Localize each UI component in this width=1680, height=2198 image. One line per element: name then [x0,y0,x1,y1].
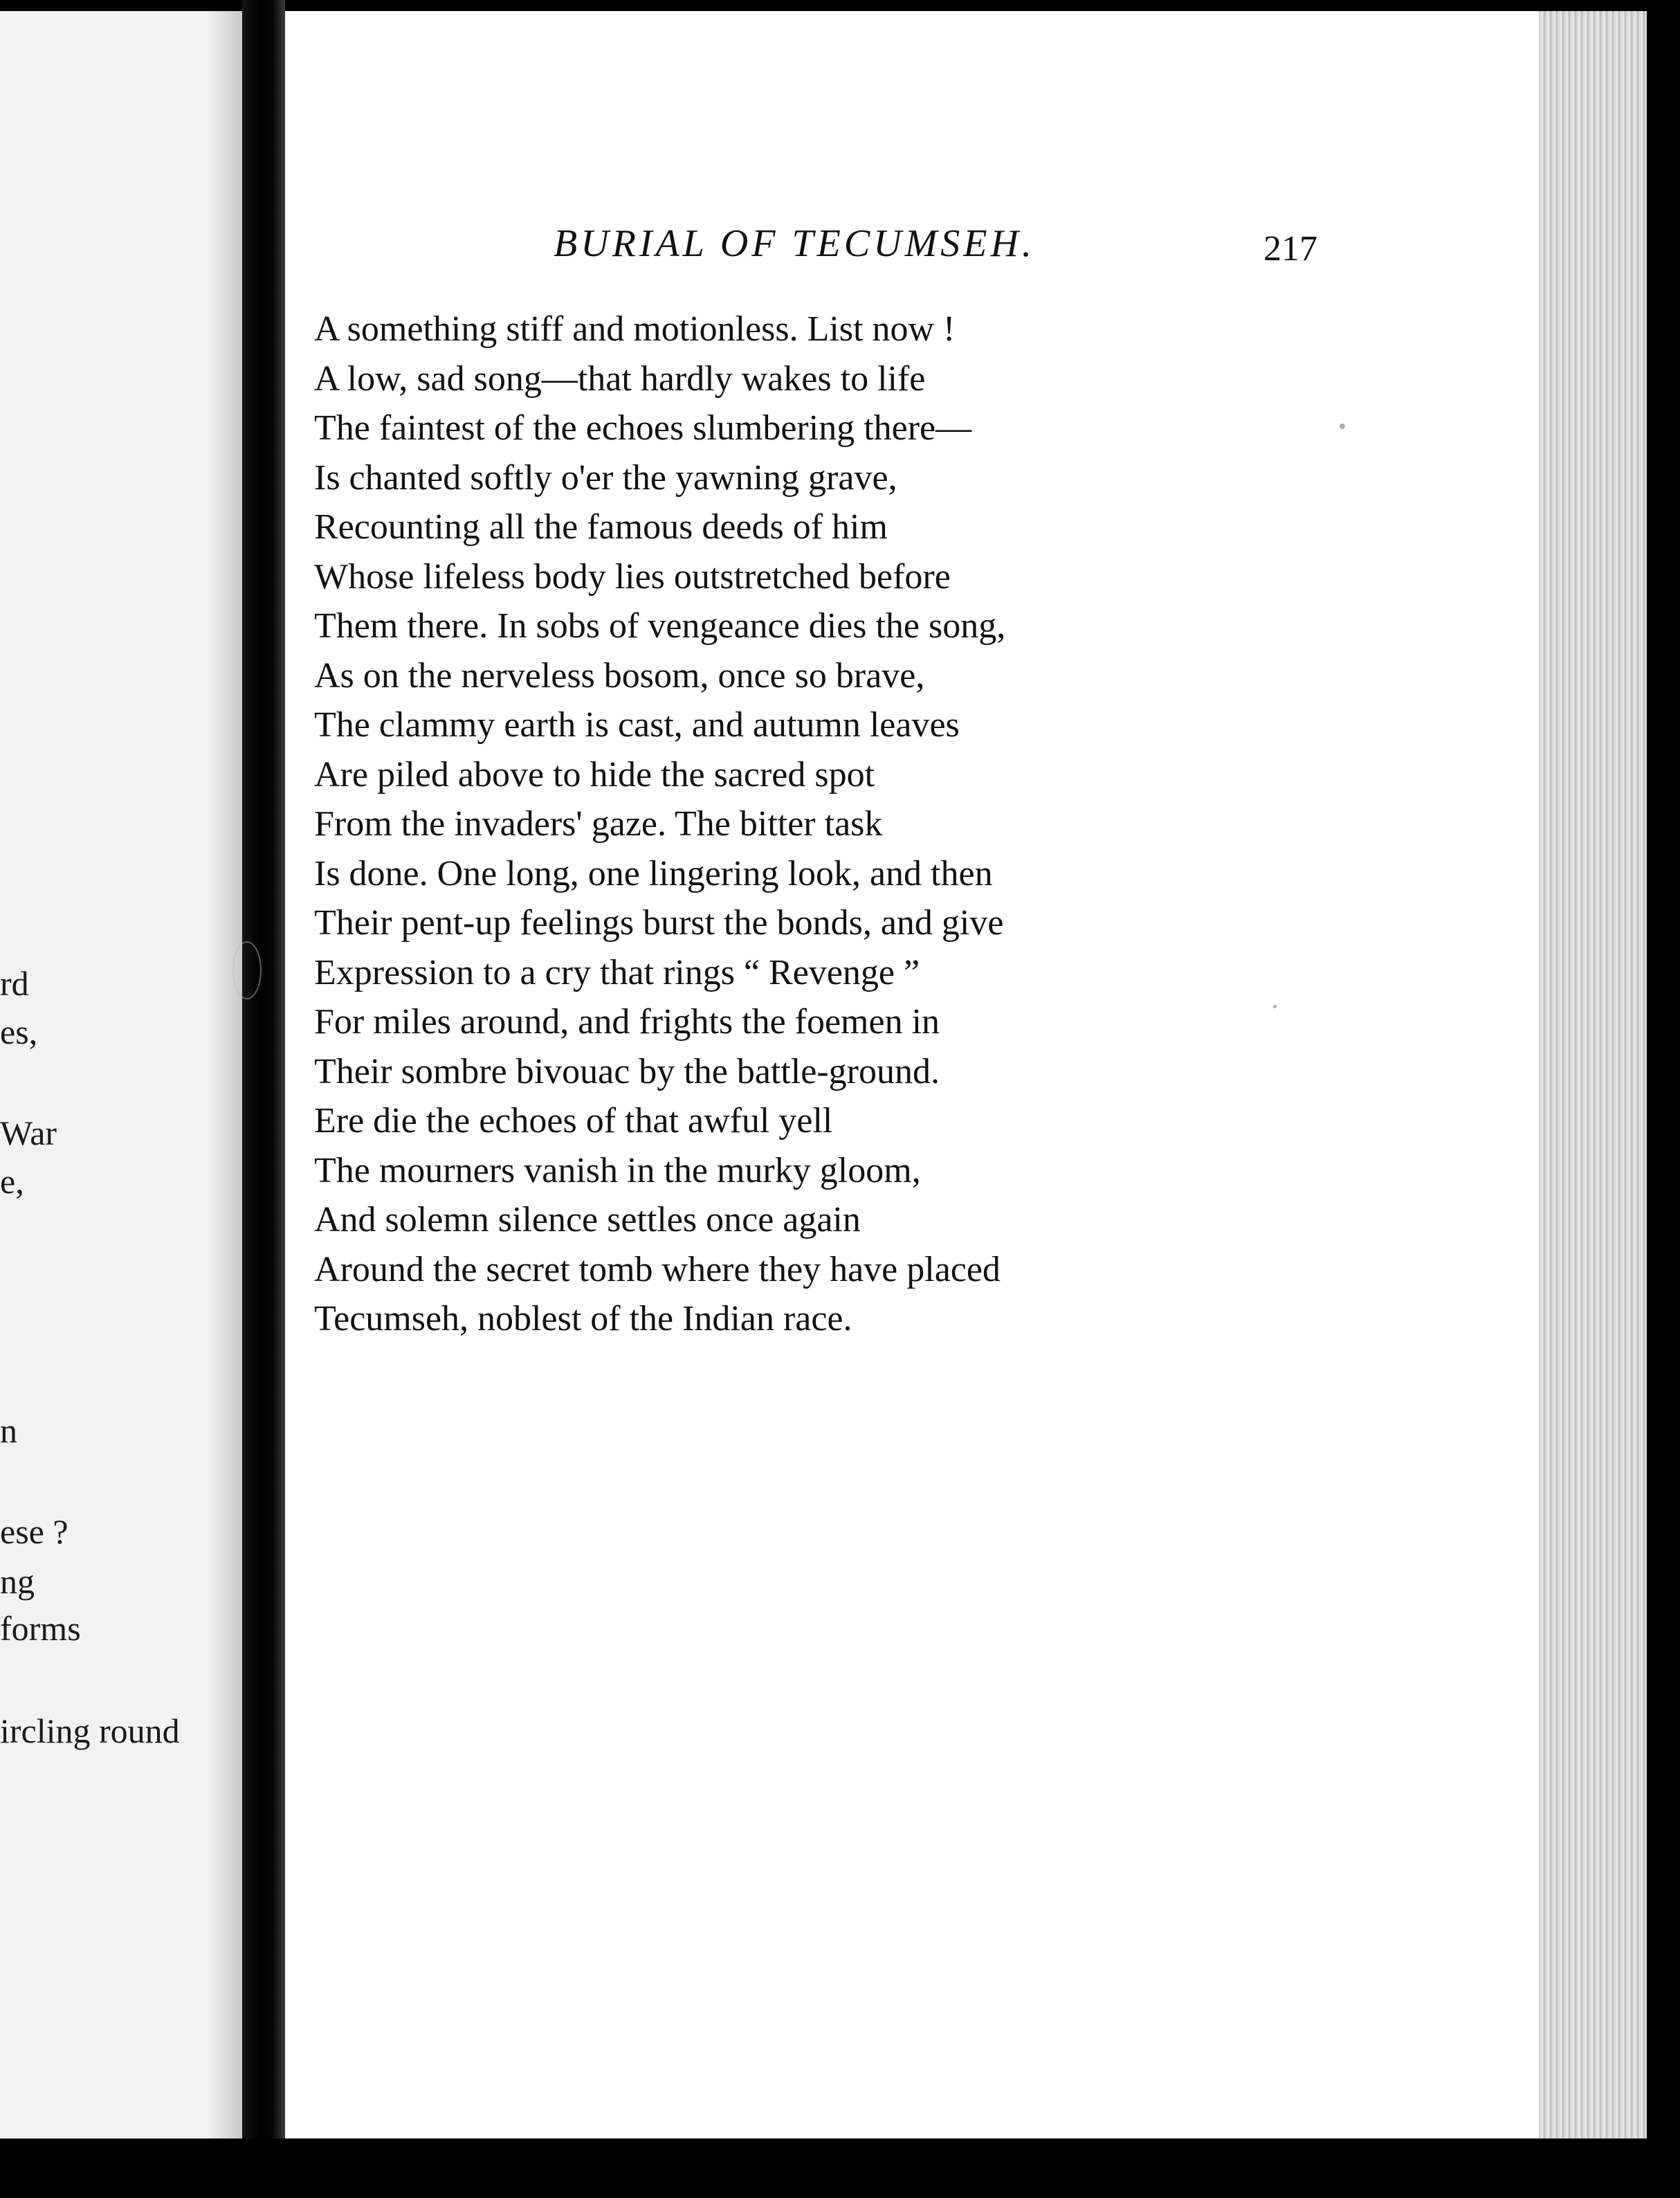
verse-line: Is chanted softly o'er the yawning grave, [314,457,897,498]
page-number: 217 [1263,229,1317,269]
verse-line: Around the secret tomb where they have placed [314,1249,1001,1289]
gutter-stain [232,941,262,999]
running-head: BURIAL OF TECUMSEH. [554,222,1035,265]
verse-line: The faintest of the echoes slumbering there— [314,408,972,448]
left-page-shadow [208,11,242,2138]
verse-line: Recounting all the famous deeds of him [314,507,888,547]
verse-line: For miles around, and frights the foemen in [314,1002,940,1042]
left-page-line: rd [0,964,29,1003]
left-page-line: War [0,1114,57,1152]
verse-line: Their sombre bivouac by the battle-ground. [314,1051,940,1091]
verse-line: Their pent-up feelings burst the bonds, and give [314,903,1004,943]
left-page-line: ng [0,1562,35,1601]
left-page-line: e, [0,1162,24,1201]
left-page-line: n [0,1411,17,1450]
verse-line: Whose lifeless body lies outstretched before [314,556,951,597]
verse-line: Tecumseh, noblest of the Indian race. [314,1299,852,1338]
verse-line: Ere die the echoes of that awful yell [314,1101,833,1141]
verse-line: Them there. In sobs of vengeance dies the song, [314,606,1006,646]
left-page [0,11,242,2138]
verse-line: The mourners vanish in the murky gloom, [314,1150,921,1190]
book-gutter [242,0,285,2159]
left-page-line: forms [0,1609,81,1648]
left-page-line: es, [0,1012,38,1051]
poem-verse [314,305,1005,1344]
left-page-line: ese ? [0,1512,69,1551]
verse-line: Expression to a cry that rings “ Revenge ” [314,952,920,992]
verse-line: As on the nerveless bosom, once so brave, [314,655,925,696]
scan-bottom-border [0,2138,1680,2198]
left-page-line: ircling round [0,1711,180,1750]
verse-line: Are piled above to hide the sacred spot [314,754,875,794]
scan-right-border [1647,11,1680,2138]
verse-line: A low, sad song—that hardly wakes to life [314,358,926,399]
paper-speck [1340,424,1345,429]
verse-line: A something stiff and motionless. List now ! [314,309,956,349]
verse-line: Is done. One long, one lingering look, and then [314,853,993,893]
verse-line: From the invaders' gaze. The bitter task [314,804,883,844]
verse-line: And solemn silence settles once again [314,1200,861,1239]
paper-speck [1273,1005,1277,1008]
verse-line: The clammy earth is cast, and autumn leaves [314,705,960,745]
